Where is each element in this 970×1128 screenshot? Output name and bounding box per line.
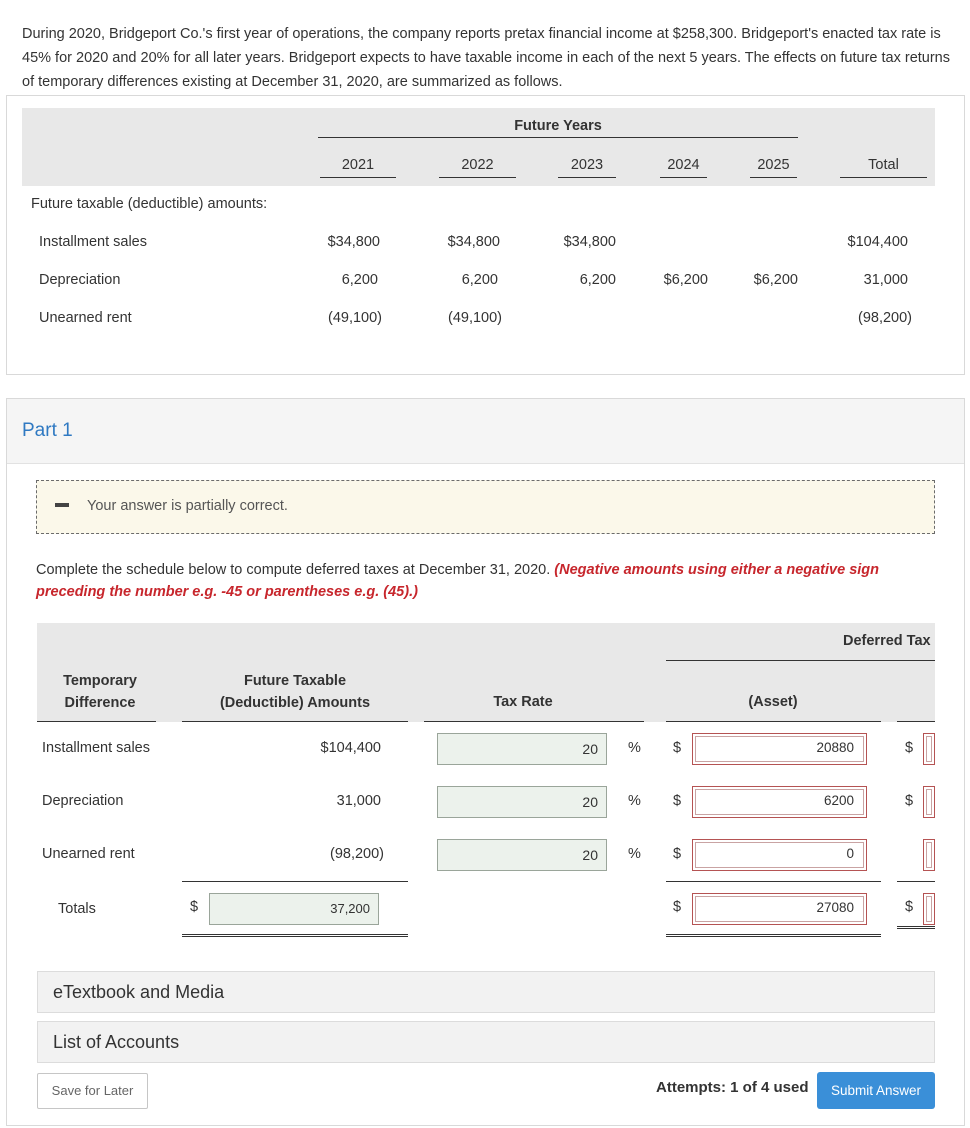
future-amount-value: (98,200) [329, 846, 384, 862]
percent-label: % [628, 793, 641, 809]
cell: $6,200 [663, 272, 708, 288]
instruction [36, 559, 936, 603]
future-amounts-header: Future Taxable (Deductible) Amounts [219, 673, 371, 711]
cell: 6,200 [341, 272, 378, 288]
future-years-header: Future Years [318, 118, 798, 138]
part-title[interactable]: Part 1 [22, 420, 73, 441]
tax-rate-input[interactable]: 20 [437, 733, 607, 765]
etextbook-link[interactable]: eTextbook and Media [37, 971, 935, 1013]
rule [182, 881, 408, 882]
currency-symbol: $ [673, 793, 682, 809]
currency-symbol: $ [905, 899, 914, 915]
cell: $6,200 [753, 272, 798, 288]
currency-symbol: $ [905, 740, 914, 756]
row-label-installment: Installment sales [39, 234, 147, 250]
section-label: Future taxable (deductible) amounts: [31, 196, 268, 212]
attempts-counter: Attempts: 1 of 4 used [656, 1079, 809, 1096]
row-label-unearned: Unearned rent [39, 310, 132, 326]
submit-answer-button[interactable]: Submit Answer [817, 1072, 935, 1109]
rule [37, 721, 156, 722]
deferred-liability-input[interactable] [923, 733, 935, 765]
year-2022: 2022 [439, 157, 516, 178]
year-total: Total [840, 157, 927, 178]
cell: 6,200 [579, 272, 616, 288]
percent-label: % [628, 740, 641, 756]
asset-header: (Asset) [748, 694, 798, 710]
currency-symbol: $ [905, 793, 914, 809]
tax-rate-input[interactable]: 20 [437, 839, 607, 871]
rule [666, 881, 881, 882]
instruction-note: (Negative amounts using either a negative sign preceding the number e.g. -45 or parentheses e.g. (45).) [36, 562, 879, 600]
schedule-row-label: Depreciation [42, 793, 124, 809]
double-rule [897, 926, 935, 929]
percent-label: % [628, 846, 641, 862]
cell: (49,100) [447, 310, 502, 326]
cell: $34,800 [447, 234, 500, 250]
cell: 6,200 [461, 272, 498, 288]
rule [666, 721, 881, 722]
temp-diff-header: Temporary Difference [63, 673, 137, 711]
problem-statement: During 2020, Bridgeport Co.'s first year of operations, the company reports pretax financial income at $258,300. Bridgeport's enacted tax rate is 45% for 2020 and 20% for all later years. Bridgeport expects to have taxable income in each of the next 5 years. The effects on future tax returns of temporary differences existing at December 31, 2020, are summarized as follows. [22, 26, 950, 90]
totals-label: Totals [58, 901, 96, 917]
double-rule [666, 934, 881, 937]
future-amount-value: 31,000 [336, 793, 381, 809]
total-amount-input[interactable]: 37,200 [209, 893, 379, 925]
currency-symbol: $ [673, 740, 682, 756]
tax-rate-input[interactable]: 20 [437, 786, 607, 818]
rule [424, 721, 644, 722]
future-amount-value: $104,400 [320, 740, 381, 756]
cell: (49,100) [327, 310, 382, 326]
deferred-asset-input[interactable]: 0 [692, 839, 867, 871]
partial-correct-icon [55, 503, 69, 507]
year-2025: 2025 [750, 157, 797, 178]
part-header[interactable] [7, 399, 964, 464]
rule [897, 881, 935, 882]
deferred-liability-input[interactable] [923, 839, 935, 871]
instruction-main: Complete the schedule below to compute deferred taxes at December 31, 2020. [36, 562, 555, 578]
deferred-asset-input[interactable]: 20880 [692, 733, 867, 765]
cell: (98,200) [857, 310, 912, 326]
total-deferred-liability-input[interactable] [923, 893, 935, 925]
year-2021: 2021 [320, 157, 396, 178]
schedule-row-label: Unearned rent [42, 846, 135, 862]
rule [897, 721, 935, 722]
tax-rate-header: Tax Rate [493, 694, 553, 710]
rule [182, 721, 408, 722]
currency-symbol: $ [190, 899, 199, 915]
cell: $34,800 [327, 234, 380, 250]
list-of-accounts-link[interactable]: List of Accounts [37, 1021, 935, 1063]
year-2024: 2024 [660, 157, 707, 178]
cell: $104,400 [847, 234, 908, 250]
deferred-asset-input[interactable]: 6200 [692, 786, 867, 818]
cell: $34,800 [563, 234, 616, 250]
deferred-liability-input[interactable] [923, 786, 935, 818]
feedback-text: Your answer is partially correct. [87, 498, 288, 514]
schedule-row-label: Installment sales [42, 740, 150, 756]
total-deferred-asset-input[interactable]: 27080 [692, 893, 867, 925]
currency-symbol: $ [673, 899, 682, 915]
deferred-tax-rule [666, 660, 935, 661]
cell: 31,000 [863, 272, 908, 288]
currency-symbol: $ [673, 846, 682, 862]
year-2023: 2023 [558, 157, 616, 178]
deferred-tax-header: Deferred Tax [843, 633, 931, 649]
save-for-later-button[interactable]: Save for Later [37, 1073, 148, 1109]
row-label-depreciation: Depreciation [39, 272, 121, 288]
double-rule [182, 934, 408, 937]
